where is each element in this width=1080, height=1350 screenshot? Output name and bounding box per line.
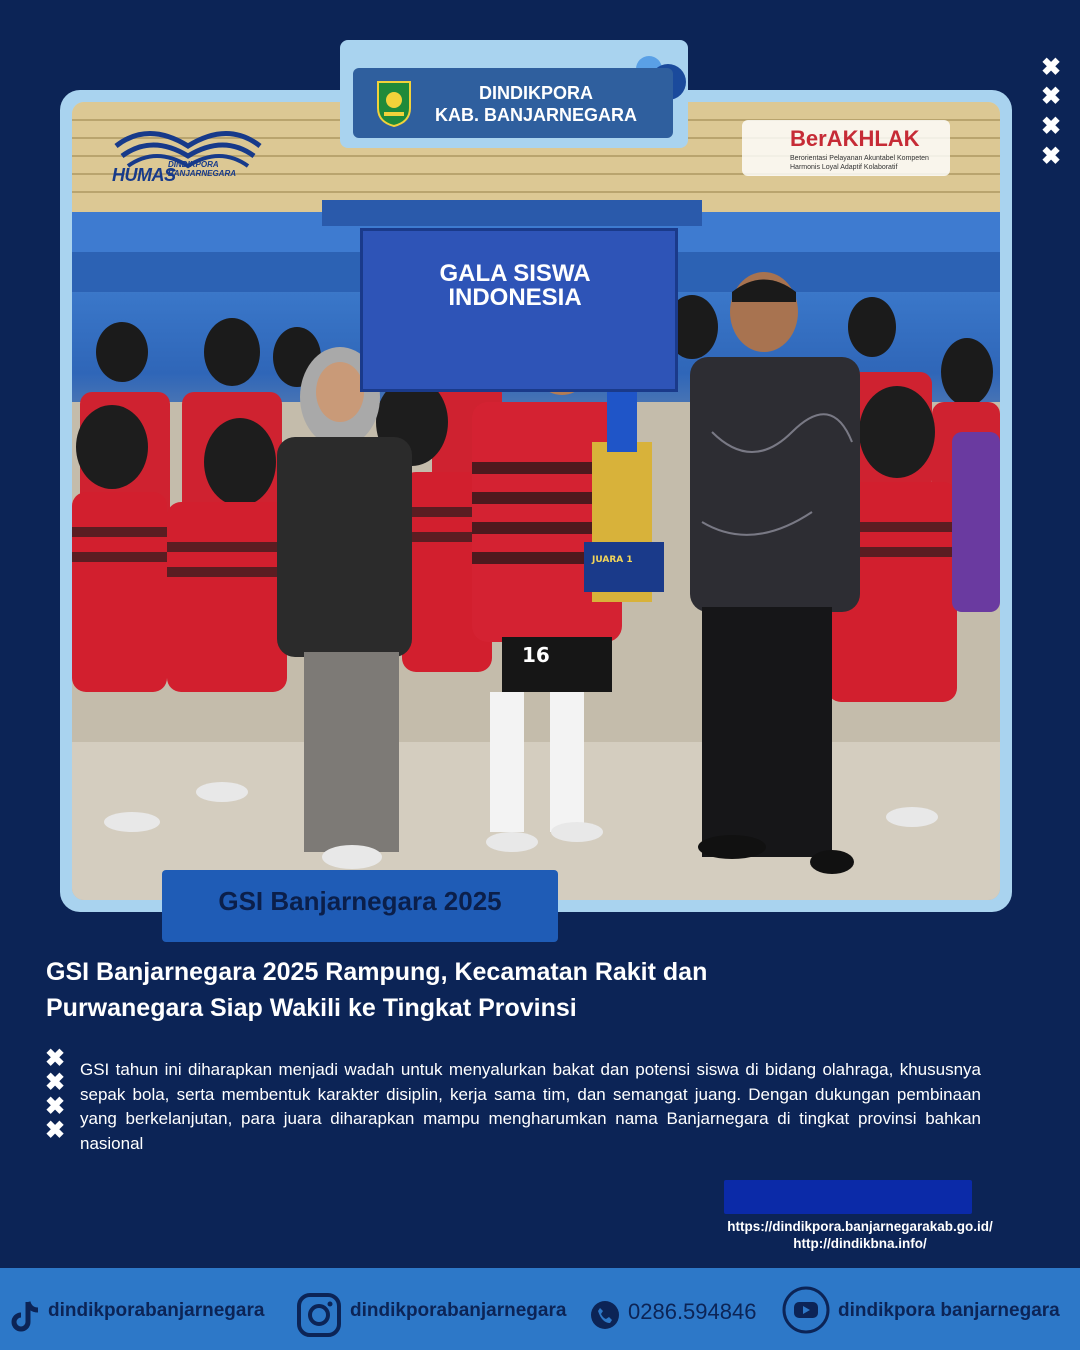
humas-sub-line2: BANJARNEGARA [168, 169, 237, 178]
instagram-icon[interactable] [296, 1292, 342, 1338]
website-link-alt[interactable]: http://dindikbna.info/ [793, 1236, 927, 1251]
phone-number[interactable]: 0286.594846 [628, 1299, 757, 1324]
youtube-channel[interactable]: dindikpora banjarnegara [838, 1300, 1060, 1321]
jersey-number: 16 [522, 643, 550, 667]
humas-sub-line1: DINDIKPORA [168, 160, 219, 169]
berakhlak-subtitle [790, 154, 929, 172]
header-title-line2: KAB. BANJARNEGARA [434, 105, 637, 125]
trophy-label: JUARA 1 [592, 555, 633, 565]
berakhlak-sub-line1: Berorientasi Pelayanan Akuntabel Kompeten [790, 155, 929, 162]
close-icon: ✖ [1040, 83, 1062, 110]
close-icon: ✖ [1040, 113, 1062, 140]
headline [46, 954, 946, 1026]
close-icon: ✖ [1040, 143, 1062, 170]
bullet-marks [44, 1045, 72, 1144]
website-links [690, 1218, 1030, 1252]
berakhlak-title: BerAKHLAK [790, 126, 920, 151]
close-icon: ✖ [44, 1045, 66, 1072]
banner-title-line1: GALA SISWA [439, 260, 591, 287]
close-icon: ✖ [44, 1093, 66, 1120]
close-icon: ✖ [44, 1117, 66, 1144]
banjarnegara-emblem-icon [374, 78, 414, 128]
phone-icon[interactable] [590, 1300, 620, 1330]
banner-title-line2: INDONESIA [448, 284, 582, 311]
team-photo [72, 102, 1000, 900]
tiktok-icon[interactable] [8, 1298, 44, 1334]
youtube-icon[interactable] [782, 1286, 830, 1334]
close-icon: ✖ [44, 1069, 66, 1096]
headline-line1: GSI Banjarnegara 2025 Rampung, Kecamatan Rakit dan [46, 958, 708, 986]
humas-sub [168, 160, 236, 178]
category-tag-label: GSI Banjarnegara 2025 [218, 886, 502, 916]
header-title [420, 82, 652, 126]
tiktok-handle[interactable]: dindikporabanjarnegara [48, 1300, 265, 1321]
body-text: GSI tahun ini diharapkan menjadi wadah untuk menyalurkan bakat dan potensi siswa di bidang olahraga, khususnya sepak bola, serta membentuk karakter disiplin, kerja sama tim, dan semangat juang. Dengan dukungan pembinaan yang berkelanjutan, para juara diharapkan mampu mengharumkan nama Banjarnegara di tingkat provinsi bahkan nasional [80, 1060, 981, 1153]
humas-label: HUMAS [112, 165, 176, 185]
close-icon: ✖ [1040, 54, 1062, 81]
banner-title [400, 262, 630, 310]
url-highlight [724, 1180, 972, 1214]
header-title-line1: DINDIKPORA [478, 83, 593, 103]
website-link[interactable]: https://dindikpora.banjarnegarakab.go.id/ [727, 1219, 993, 1234]
berakhlak-sub-line2: Harmonis Loyal Adaptif Kolaboratif [790, 164, 898, 171]
instagram-handle[interactable]: dindikporabanjarnegara [350, 1300, 567, 1321]
headline-line2: Purwanegara Siap Wakili ke Tingkat Provinsi [46, 994, 577, 1022]
